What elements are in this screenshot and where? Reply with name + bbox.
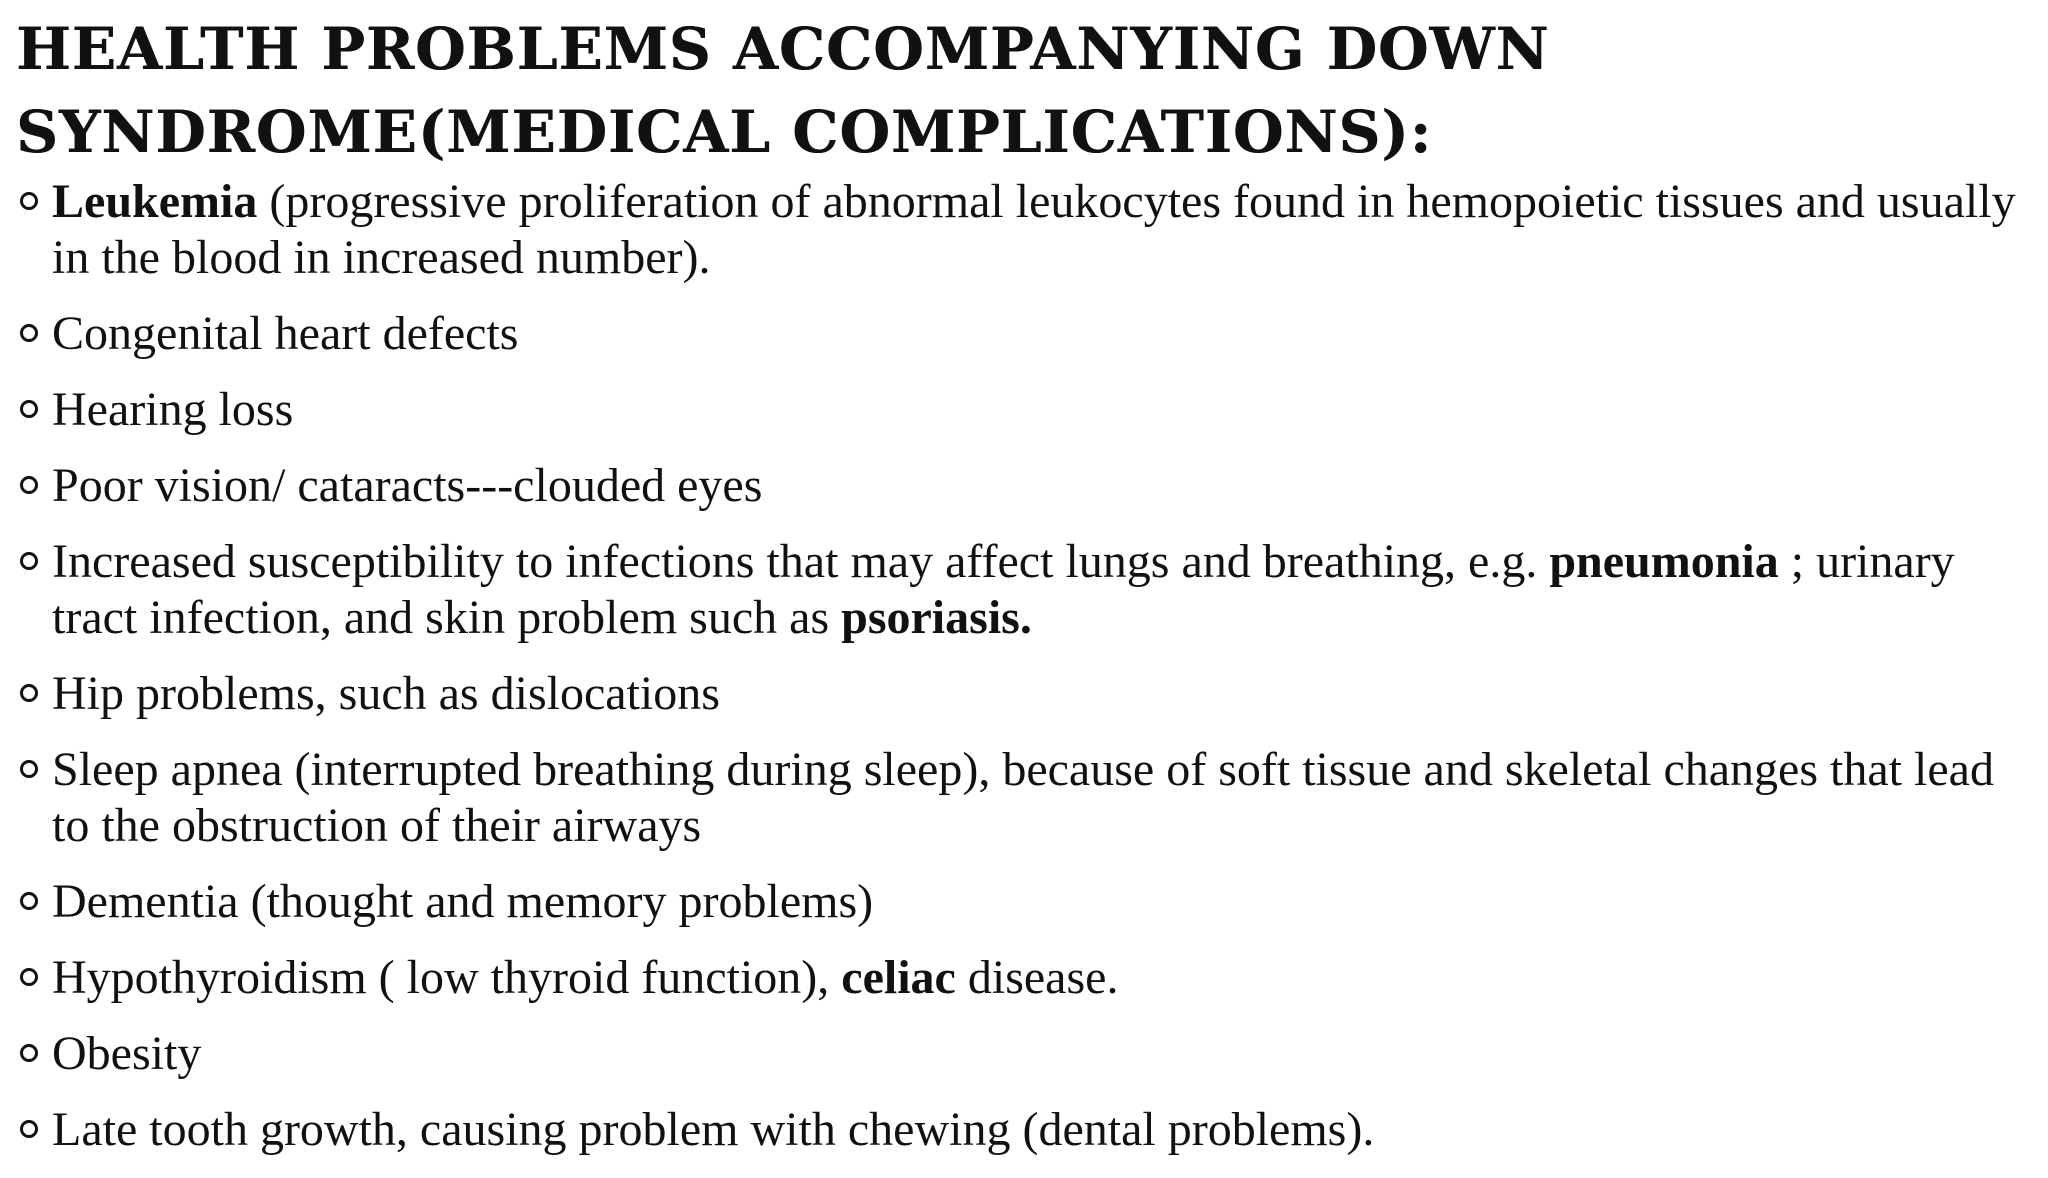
- item-text: Sleep apnea (interrupted breathing during sleep), because of soft tissue and skeletal changes that lead to the obstruction of their airways: [52, 743, 1994, 852]
- list-item-vision: [18, 458, 2038, 514]
- list-item-hip: [18, 666, 2038, 722]
- item-text: (progressive proliferation of abnormal leukocytes found in hemopoietic tissues and usually in the blood in increased number).: [52, 175, 2016, 284]
- list-item-dementia: [18, 874, 2038, 930]
- bullet-circle-icon: [20, 684, 38, 702]
- complications-list: [18, 174, 2038, 1178]
- bullet-circle-icon: [20, 192, 38, 210]
- item-bold-term: Leukemia: [52, 175, 258, 228]
- item-text: Increased susceptibility to infections that may affect lungs and breathing, e.g.: [52, 535, 1550, 588]
- item-bold-term: pneumonia: [1549, 535, 1779, 588]
- bullet-circle-icon: [20, 324, 38, 342]
- item-text: Poor vision/ cataracts---clouded eyes: [52, 459, 763, 512]
- bullet-circle-icon: [20, 1120, 38, 1138]
- list-item-tooth: [18, 1102, 2038, 1158]
- item-bold-term: psoriasis.: [841, 591, 1032, 644]
- list-item-infections: [18, 534, 2038, 646]
- bullet-circle-icon: [20, 552, 38, 570]
- item-text: Dementia (thought and memory problems): [52, 875, 874, 928]
- bullet-circle-icon: [20, 760, 38, 778]
- list-item-sleep-apnea: [18, 742, 2038, 854]
- item-text: Hip problems, such as dislocations: [52, 667, 720, 720]
- item-text: disease.: [955, 951, 1119, 1004]
- item-text: Late tooth growth, causing problem with chewing (dental problems).: [52, 1103, 1375, 1156]
- bullet-circle-icon: [20, 1044, 38, 1062]
- list-item-hypothyroidism: [18, 950, 2038, 1006]
- item-text: ; urinary tract infection, and skin problem such as: [52, 535, 1955, 644]
- bullet-circle-icon: [20, 476, 38, 494]
- item-bold-term: celiac: [841, 951, 956, 1004]
- list-item-obesity: [18, 1026, 2038, 1082]
- item-text: Congenital heart defects: [52, 307, 519, 360]
- bullet-circle-icon: [20, 892, 38, 910]
- list-item-leukemia: [18, 174, 2038, 286]
- item-text: Hypothyroidism ( low thyroid function),: [52, 951, 842, 1004]
- bullet-circle-icon: [20, 400, 38, 418]
- item-text: Obesity: [52, 1027, 202, 1080]
- list-item-heart: [18, 306, 2038, 362]
- list-item-hearing: [18, 382, 2038, 438]
- slide-title: HEALTH PROBLEMS ACCOMPANYING DOWN SYNDROME(MEDICAL COMPLICATIONS):: [16, 15, 1550, 166]
- bullet-circle-icon: [20, 968, 38, 986]
- item-text: Hearing loss: [52, 383, 294, 436]
